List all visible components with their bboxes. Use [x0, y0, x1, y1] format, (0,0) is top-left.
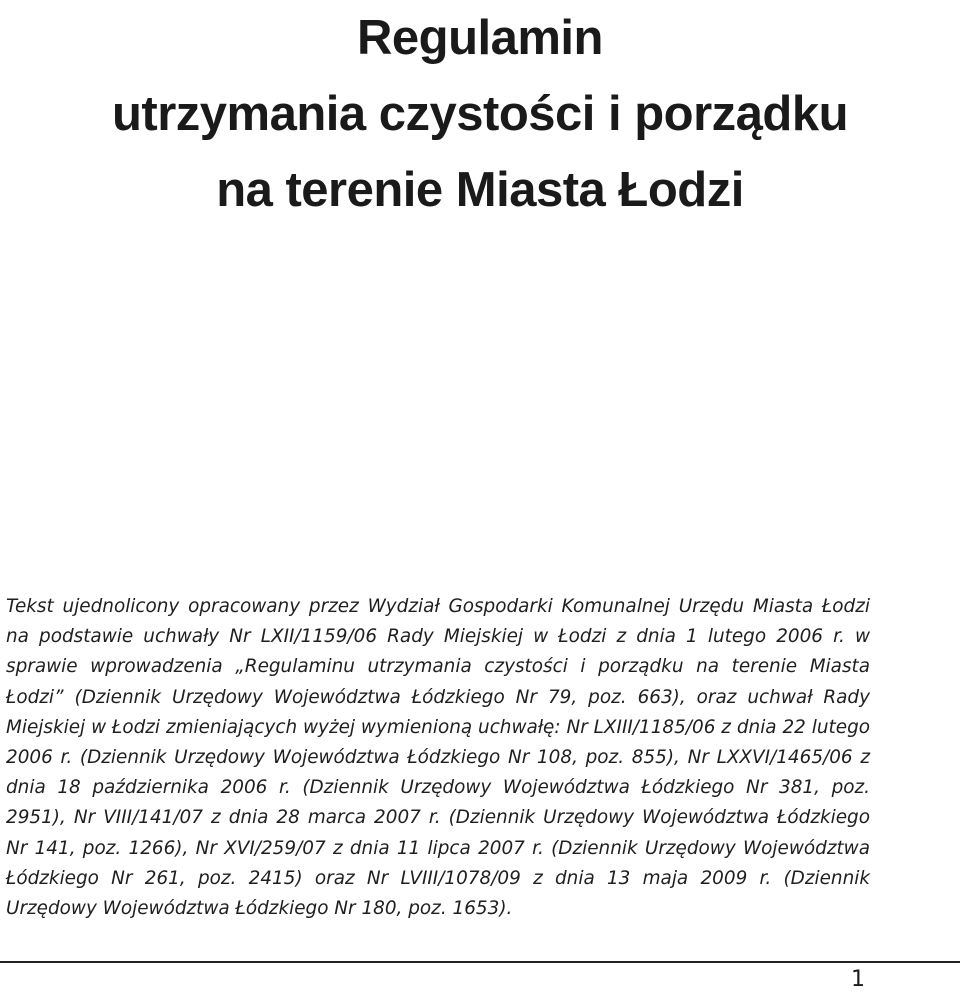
page-number: 1 — [851, 967, 865, 992]
consolidation-note: Tekst ujednolicony opracowany przez Wydział Gospodarki Komunalnej Urzędu Miasta Łodzi na podstawie uchwały Nr LXII/1159/06 Rady Miejskiej w Łodzi z dnia 1 lutego 2006 r. w sprawie wprowadzenia „Regulaminu utrzymania czystości i porządku na terenie Miasta Łodzi” (Dziennik Urzędowy Województwa Łódzkiego Nr 79, poz. 663), oraz uchwał Rady Miejskiej w Łodzi zmieniających wyżej wymienioną uchwałę: Nr LXIII/1185/06 z dnia 22 lutego 2006 r. (Dziennik Urzędowy Województwa Łódzkiego Nr 108, poz. 855), Nr LXXVI/1465/06 z dnia 18 października 2006 r. (Dziennik Urzędowy Województwa Łódzkiego Nr 381, poz. 2951), Nr VIII/141/07 z dnia 28 marca 2007 r. (Dziennik Urzędowy Województwa Łódzkiego Nr 141, poz. 1266), Nr XVI/259/07 z dnia 11 lipca 2007 r. (Dziennik Urzędowy Województwa Łódzkiego Nr 261, poz. 2415) oraz Nr LVIII/1078/09 z dnia 13 maja 2009 r. (Dziennik Urzędowy Województwa Łódzkiego Nr 180, poz. 1653). — [6, 596, 870, 920]
title-line-3: na terenie Miasta Łodzi — [216, 163, 744, 217]
footer-divider — [0, 961, 960, 963]
title-line-2: utrzymania czystości i porządku — [111, 87, 849, 141]
title-line-1: Regulamin — [357, 11, 603, 65]
document-title — [0, 0, 960, 228]
